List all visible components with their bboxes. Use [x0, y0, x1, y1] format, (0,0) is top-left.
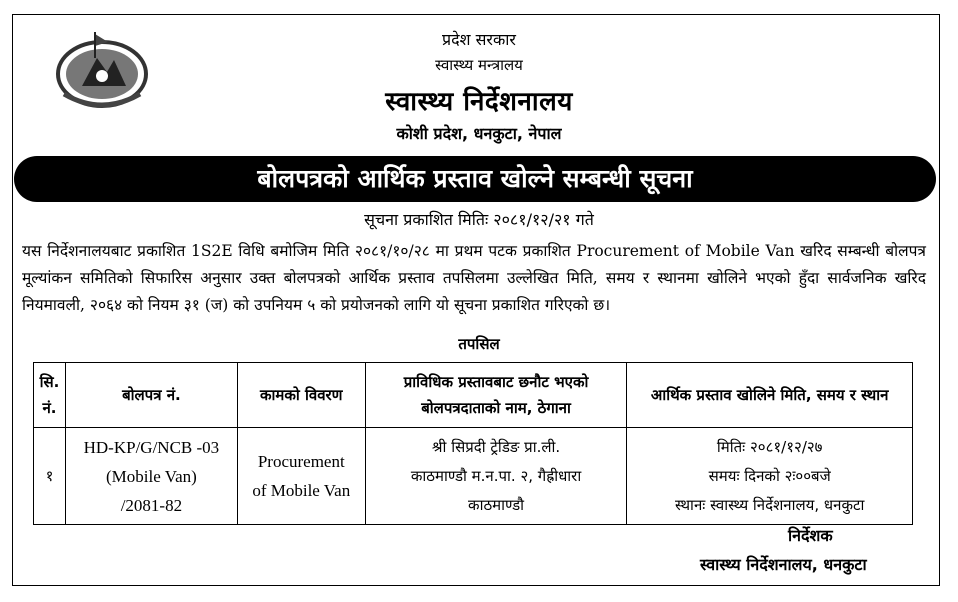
work-line: of Mobile Van [252, 481, 351, 500]
cell-bid-no [65, 428, 237, 525]
bid-no-line: /2081-82 [120, 495, 183, 515]
opening-time: समयः दिनको २ः००बजे [708, 466, 831, 485]
office-address: कोशी प्रदेश, धनकुटा, नेपाल [396, 124, 562, 143]
signatory-office: स्वास्थ्य निर्देशनालय, धनकुटा [700, 555, 867, 574]
col-header-opening: आर्थिक प्रस्ताव खोलिने मिति, समय र स्थान [627, 363, 913, 428]
header-line1: प्रदेश सरकार [442, 30, 516, 49]
schedule-title: तपसिल [458, 335, 500, 353]
col-header-sn: सि. नं. [34, 363, 66, 428]
cell-bidder [365, 428, 627, 525]
bidder-line: काठमाण्डौ म.न.पा. २, गैह्रीधारा [410, 466, 582, 485]
cell-work [237, 428, 365, 525]
schedule-table [33, 362, 913, 525]
notice-banner: बोलपत्रको आर्थिक प्रस्ताव खोल्ने सम्बन्धी सूचना [14, 156, 936, 202]
signatory-title: निर्देशक [788, 526, 833, 545]
office-title: स्वास्थ्य निर्देशनालय [385, 87, 573, 117]
bid-no-line: (Mobile Van) [105, 466, 197, 486]
bidder-line: श्री सिप्रदी ट्रेडिङ प्रा.ली. [431, 437, 561, 456]
table-row [34, 428, 913, 525]
header-line2: स्वास्थ्य मन्त्रालय [435, 56, 523, 74]
bidder-line: काठमाण्डौ [468, 495, 525, 514]
bid-no-line: HD-KP/G/NCB -03 [83, 437, 220, 457]
cell-sn: १ [34, 428, 66, 525]
col-header-bid-no: बोलपत्र नं. [65, 363, 237, 428]
publish-date: सूचना प्रकाशित मितिः २०८१/१२/२१ गते [364, 210, 594, 229]
work-line: Procurement [257, 452, 345, 471]
notice-body: यस निर्देशनालयबाट प्रकाशित 1S2E विधि बमोजिम मिति २०८१/१०/२८ मा प्रथम पटक प्रकाशित Procurement of Mobile Van खरिद सम्बन्धी बोलपत्र मूल्यांकन समितिको सिफारिस अनुसार उक्त बोलपत्रको आर्थिक प्रस्ताव तपसिलमा उल्लेखित मिति, समय र स्थानमा खोलिने भएको हुँदा सार्वजनिक खरिद नियमावली, २०६४ को नियम ३१ (ज) को उपनियम ५ को प्रयोजनको लागि यो सूचना प्रकाशित गरिएको छ। [22, 242, 926, 314]
col-header-work: कामको विवरण [237, 363, 365, 428]
opening-place: स्थानः स्वास्थ्य निर्देशनालय, धनकुटा [674, 495, 865, 514]
col-header-bidder: प्राविधिक प्रस्तावबाट छनौट भएको बोलपत्रदाताको नाम, ठेगाना [365, 363, 627, 428]
opening-date: मितिः २०८१/१२/२७ [716, 437, 823, 456]
cell-opening [627, 428, 913, 525]
table-header-row [34, 363, 913, 428]
